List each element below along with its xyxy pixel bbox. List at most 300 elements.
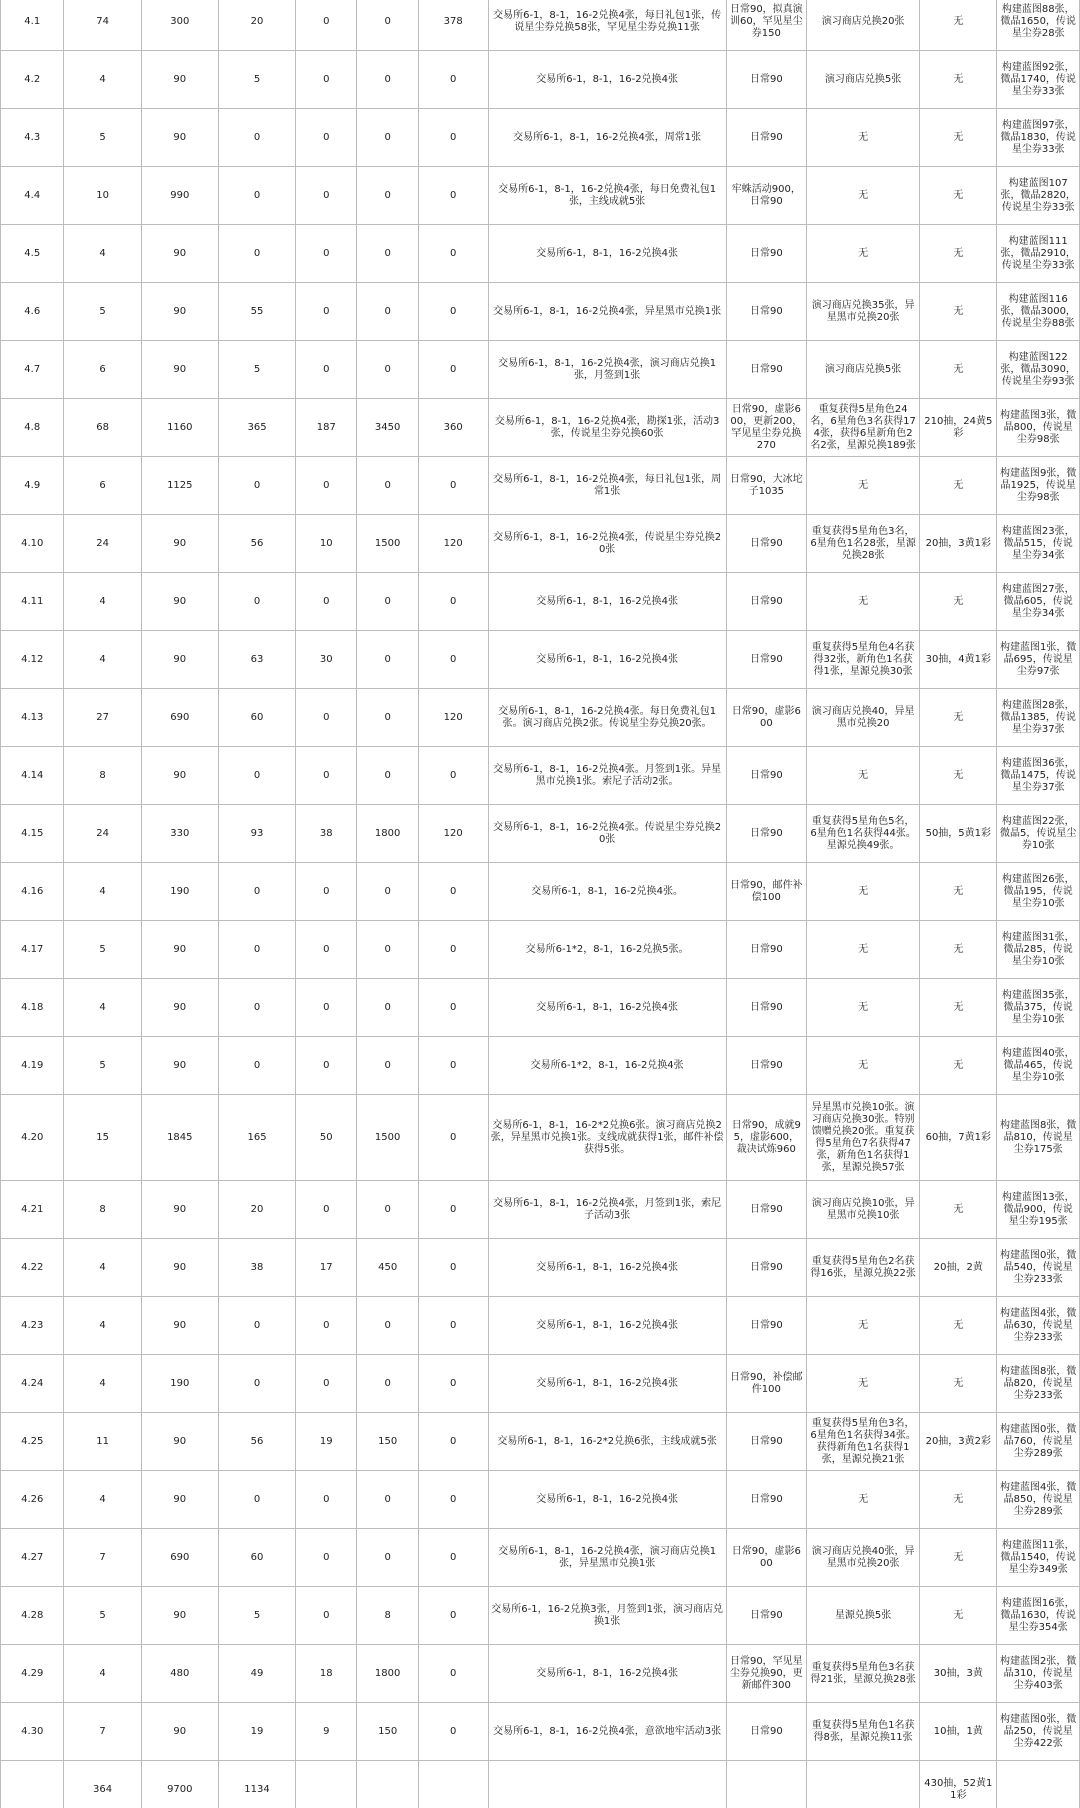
- value-cell-4: 18: [296, 1645, 357, 1703]
- value-cell-4: 0: [296, 1587, 357, 1645]
- stock-cell: 构建蓝图88张，微晶1650，传说星尘券28张: [997, 0, 1080, 51]
- value-cell-5: 0: [357, 167, 418, 225]
- value-cell-4: 17: [296, 1239, 357, 1297]
- value-cell-6: 0: [418, 1239, 488, 1297]
- value-cell-4: 0: [296, 1037, 357, 1095]
- stock-cell: 构建蓝图4张，微晶850，传说星尘券289张: [997, 1471, 1080, 1529]
- value-cell-4: 30: [296, 631, 357, 689]
- table-row: [1, 805, 1080, 863]
- stock-cell: 构建蓝图8张，微晶810，传说星尘券175张: [997, 1095, 1080, 1181]
- value-cell-4: 50: [296, 1095, 357, 1181]
- value-cell-2: 90: [141, 1037, 218, 1095]
- repeat-source-cell: [807, 1761, 920, 1808]
- pull-result-cell: 无: [920, 1587, 997, 1645]
- source-description-cell: 交易所6-1，8-1，16-2兑换4张，演习商店兑换1张，月签到1张: [488, 341, 726, 399]
- value-cell-3: 0: [218, 863, 295, 921]
- source-description-cell: 交易所6-1，8-1，16-2兑换4张。每日免费礼包1张。演习商店兑换2张。传说星尘券兑换20张。: [488, 689, 726, 747]
- extra-source-cell: 日常90: [726, 225, 806, 283]
- value-cell-3: 0: [218, 167, 295, 225]
- value-cell-5: 0: [357, 0, 418, 51]
- value-cell-1: 5: [64, 283, 141, 341]
- value-cell-2: 190: [141, 863, 218, 921]
- repeat-source-cell: 无: [807, 1037, 920, 1095]
- value-cell-3: 5: [218, 1587, 295, 1645]
- stock-cell: 构建蓝图1张，微晶695，传说星尘券97张: [997, 631, 1080, 689]
- value-cell-4: 19: [296, 1413, 357, 1471]
- table-row: [1, 689, 1080, 747]
- table-row: [1, 1703, 1080, 1761]
- repeat-source-cell: 无: [807, 921, 920, 979]
- date-cell: 4.4: [1, 167, 64, 225]
- stock-cell: 构建蓝图31张，微晶285，传说星尘券10张: [997, 921, 1080, 979]
- table-row: [1, 0, 1080, 51]
- date-cell: 4.16: [1, 863, 64, 921]
- value-cell-3: 0: [218, 225, 295, 283]
- date-cell: 4.28: [1, 1587, 64, 1645]
- repeat-source-cell: 重复获得5星角色3名，6星角色1名获得34张。获得新角色1名获得1张，星源兑换21张: [807, 1413, 920, 1471]
- value-cell-4: 0: [296, 109, 357, 167]
- value-cell-6: 0: [418, 225, 488, 283]
- table-row: [1, 109, 1080, 167]
- value-cell-1: 4: [64, 573, 141, 631]
- stock-cell: [997, 1761, 1080, 1808]
- table-row: [1, 1529, 1080, 1587]
- date-cell: 4.12: [1, 631, 64, 689]
- source-description-cell: 交易所6-1，8-1，16-2兑换4张: [488, 1471, 726, 1529]
- value-cell-4: 0: [296, 51, 357, 109]
- pull-result-cell: 20抽，2黄: [920, 1239, 997, 1297]
- value-cell-1: 74: [64, 0, 141, 51]
- value-cell-1: 10: [64, 167, 141, 225]
- pull-result-cell: 无: [920, 457, 997, 515]
- value-cell-5: 0: [357, 689, 418, 747]
- value-cell-1: 6: [64, 341, 141, 399]
- pull-result-cell: 20抽，3黄1彩: [920, 515, 997, 573]
- value-cell-3: 20: [218, 1181, 295, 1239]
- value-cell-3: 93: [218, 805, 295, 863]
- pull-result-cell: 无: [920, 1297, 997, 1355]
- source-description-cell: 交易所6-1，8-1，16-2兑换4张，月签到1张，索尼子活动3张: [488, 1181, 726, 1239]
- table-row: [1, 457, 1080, 515]
- source-description-cell: 交易所6-1，8-1，16-2兑换4张: [488, 979, 726, 1037]
- date-cell: 4.21: [1, 1181, 64, 1239]
- table-row: [1, 515, 1080, 573]
- source-description-cell: 交易所6-1，8-1，16-2兑换4张: [488, 631, 726, 689]
- source-description-cell: 交易所6-1，8-1，16-2兑换4张: [488, 225, 726, 283]
- pull-result-cell: 无: [920, 225, 997, 283]
- extra-source-cell: 日常90: [726, 1471, 806, 1529]
- date-cell: 4.5: [1, 225, 64, 283]
- date-cell: 4.26: [1, 1471, 64, 1529]
- date-cell: 4.6: [1, 283, 64, 341]
- value-cell-3: 0: [218, 979, 295, 1037]
- stock-cell: 构建蓝图8张，微晶820，传说星尘券233张: [997, 1355, 1080, 1413]
- value-cell-1: 24: [64, 515, 141, 573]
- extra-source-cell: 日常90，邮件补偿100: [726, 863, 806, 921]
- date-cell: 4.18: [1, 979, 64, 1037]
- source-description-cell: 交易所6-1，8-1，16-2兑换4张: [488, 1355, 726, 1413]
- value-cell-2: 690: [141, 1529, 218, 1587]
- stock-cell: 构建蓝图36张，微晶1475，传说星尘券37张: [997, 747, 1080, 805]
- pull-result-cell: 无: [920, 283, 997, 341]
- value-cell-2: 990: [141, 167, 218, 225]
- stock-cell: 构建蓝图4张，微晶630，传说星尘券233张: [997, 1297, 1080, 1355]
- pull-result-cell: 无: [920, 863, 997, 921]
- stock-cell: 构建蓝图9张，微晶1925，传说星尘券98张: [997, 457, 1080, 515]
- table-row: [1, 1587, 1080, 1645]
- extra-source-cell: 日常90: [726, 1587, 806, 1645]
- value-cell-4: 0: [296, 1297, 357, 1355]
- value-cell-3: 60: [218, 1529, 295, 1587]
- table-row: [1, 863, 1080, 921]
- value-cell-3: 0: [218, 1355, 295, 1413]
- value-cell-3: 0: [218, 747, 295, 805]
- value-cell-1: 8: [64, 747, 141, 805]
- stock-cell: 构建蓝图16张，微晶1630，传说星尘券354张: [997, 1587, 1080, 1645]
- value-cell-2: 90: [141, 921, 218, 979]
- value-cell-3: 1134: [218, 1761, 295, 1808]
- repeat-source-cell: 演习商店兑换35张，异星黑市兑换20张: [807, 283, 920, 341]
- value-cell-3: 56: [218, 515, 295, 573]
- repeat-source-cell: 重复获得5星角色3名，6星角色1名28张，星源兑换28张: [807, 515, 920, 573]
- repeat-source-cell: 演习商店兑换20张: [807, 0, 920, 51]
- stock-cell: 构建蓝图22张，微晶5，传说星尘券10张: [997, 805, 1080, 863]
- pull-result-cell: 无: [920, 921, 997, 979]
- value-cell-2: 90: [141, 1413, 218, 1471]
- value-cell-5: 0: [357, 457, 418, 515]
- repeat-source-cell: 无: [807, 167, 920, 225]
- value-cell-1: 24: [64, 805, 141, 863]
- value-cell-1: 4: [64, 51, 141, 109]
- value-cell-5: 0: [357, 747, 418, 805]
- totals-row: [1, 1761, 1080, 1808]
- source-description-cell: 交易所6-1，8-1，16-2兑换4张，每日礼包1张，传说星尘券兑换58张，罕见星尘券兑换11张: [488, 0, 726, 51]
- repeat-source-cell: 演习商店兑换5张: [807, 341, 920, 399]
- value-cell-6: 378: [418, 0, 488, 51]
- value-cell-3: 0: [218, 109, 295, 167]
- table-row: [1, 225, 1080, 283]
- date-cell: 4.9: [1, 457, 64, 515]
- pull-result-cell: 无: [920, 1529, 997, 1587]
- value-cell-1: 5: [64, 109, 141, 167]
- stock-cell: 构建蓝图116张，微晶3000，传说星尘券88张: [997, 283, 1080, 341]
- value-cell-5: 0: [357, 863, 418, 921]
- pull-result-cell: 无: [920, 51, 997, 109]
- value-cell-5: 0: [357, 109, 418, 167]
- value-cell-1: 4: [64, 225, 141, 283]
- pull-result-cell: 无: [920, 167, 997, 225]
- value-cell-6: 0: [418, 167, 488, 225]
- extra-source-cell: 日常90: [726, 747, 806, 805]
- source-description-cell: 交易所6-1，8-1，16-2兑换4张: [488, 1645, 726, 1703]
- value-cell-1: 7: [64, 1529, 141, 1587]
- value-cell-6: 0: [418, 573, 488, 631]
- value-cell-2: 300: [141, 0, 218, 51]
- date-cell: 4.1: [1, 0, 64, 51]
- pull-result-cell: 无: [920, 1181, 997, 1239]
- repeat-source-cell: 无: [807, 1355, 920, 1413]
- value-cell-2: 90: [141, 51, 218, 109]
- repeat-source-cell: 重复获得5星角色4名获得32张，新角色1名获得1张，星源兑换30张: [807, 631, 920, 689]
- value-cell-1: 364: [64, 1761, 141, 1808]
- value-cell-2: 90: [141, 631, 218, 689]
- table-row: [1, 167, 1080, 225]
- value-cell-5: 0: [357, 631, 418, 689]
- value-cell-6: 120: [418, 515, 488, 573]
- value-cell-6: 0: [418, 747, 488, 805]
- value-cell-4: 0: [296, 283, 357, 341]
- extra-source-cell: 日常90: [726, 1181, 806, 1239]
- value-cell-2: 90: [141, 225, 218, 283]
- repeat-source-cell: 无: [807, 457, 920, 515]
- value-cell-1: 4: [64, 1239, 141, 1297]
- value-cell-2: 90: [141, 1471, 218, 1529]
- value-cell-1: 27: [64, 689, 141, 747]
- value-cell-5: 0: [357, 1355, 418, 1413]
- value-cell-6: 0: [418, 863, 488, 921]
- date-cell: 4.27: [1, 1529, 64, 1587]
- value-cell-1: 4: [64, 631, 141, 689]
- repeat-source-cell: 重复获得5星角色5名，6星角色1名获得44张。星源兑换49张。: [807, 805, 920, 863]
- table-row: [1, 399, 1080, 457]
- pull-result-cell: 10抽，1黄: [920, 1703, 997, 1761]
- source-description-cell: 交易所6-1*2，8-1，16-2兑换4张: [488, 1037, 726, 1095]
- value-cell-5: 0: [357, 1529, 418, 1587]
- pull-result-cell: 210抽，24黄5彩: [920, 399, 997, 457]
- extra-source-cell: 日常90，虚影600: [726, 1529, 806, 1587]
- value-cell-2: 1845: [141, 1095, 218, 1181]
- date-cell: 4.15: [1, 805, 64, 863]
- extra-source-cell: 日常90: [726, 921, 806, 979]
- repeat-source-cell: 重复获得5星角色24名，6星角色3名获得174张，获得6星新角色2名2张，星源兑换189张: [807, 399, 920, 457]
- value-cell-3: 0: [218, 573, 295, 631]
- value-cell-3: 5: [218, 51, 295, 109]
- value-cell-6: 0: [418, 51, 488, 109]
- repeat-source-cell: 演习商店兑换40，异星黑市兑换20: [807, 689, 920, 747]
- date-cell: 4.7: [1, 341, 64, 399]
- value-cell-6: 120: [418, 689, 488, 747]
- repeat-source-cell: 重复获得5星角色2名获得16张，星源兑换22张: [807, 1239, 920, 1297]
- value-cell-4: 0: [296, 573, 357, 631]
- value-cell-2: 9700: [141, 1761, 218, 1808]
- value-cell-2: 90: [141, 283, 218, 341]
- source-description-cell: 交易所6-1，16-2兑换3张，月签到1张，演习商店兑换1张: [488, 1587, 726, 1645]
- value-cell-3: 0: [218, 921, 295, 979]
- repeat-source-cell: 演习商店兑换10张，异星黑市兑换10张: [807, 1181, 920, 1239]
- value-cell-1: 7: [64, 1703, 141, 1761]
- source-description-cell: 交易所6-1，8-1，16-2兑换4张，每日免费礼包1张，主线成就5张: [488, 167, 726, 225]
- table-row: [1, 1095, 1080, 1181]
- value-cell-4: 187: [296, 399, 357, 457]
- table-row: [1, 979, 1080, 1037]
- stock-cell: 构建蓝图11张，微晶1540，传说星尘券349张: [997, 1529, 1080, 1587]
- extra-source-cell: [726, 1761, 806, 1808]
- source-description-cell: 交易所6-1，8-1，16-2*2兑换6张。演习商店兑换2张，异星黑市兑换1张。支线成就获得1张，邮件补偿获得5张。: [488, 1095, 726, 1181]
- value-cell-4: 0: [296, 921, 357, 979]
- stock-cell: 构建蓝图28张，微晶1385，传说星尘券37张: [997, 689, 1080, 747]
- source-description-cell: 交易所6-1，8-1，16-2兑换4张: [488, 1297, 726, 1355]
- value-cell-1: 5: [64, 1037, 141, 1095]
- value-cell-1: 4: [64, 1471, 141, 1529]
- value-cell-5: 3450: [357, 399, 418, 457]
- value-cell-5: [357, 1761, 418, 1808]
- table-row: [1, 1355, 1080, 1413]
- value-cell-3: 165: [218, 1095, 295, 1181]
- value-cell-4: 0: [296, 225, 357, 283]
- extra-source-cell: 日常90，成就95，虚影600，裁决试炼960: [726, 1095, 806, 1181]
- table-row: [1, 1645, 1080, 1703]
- value-cell-2: 690: [141, 689, 218, 747]
- value-cell-6: 120: [418, 805, 488, 863]
- source-description-cell: 交易所6-1，8-1，16-2兑换4张。: [488, 863, 726, 921]
- value-cell-4: 0: [296, 1181, 357, 1239]
- extra-source-cell: 日常90，大冰坨子1035: [726, 457, 806, 515]
- source-description-cell: 交易所6-1，8-1，16-2兑换4张。传说星尘券兑换20张: [488, 805, 726, 863]
- value-cell-1: 68: [64, 399, 141, 457]
- value-cell-6: 0: [418, 1587, 488, 1645]
- date-cell: 4.13: [1, 689, 64, 747]
- value-cell-1: 4: [64, 979, 141, 1037]
- value-cell-3: 56: [218, 1413, 295, 1471]
- repeat-source-cell: 星源兑换5张: [807, 1587, 920, 1645]
- value-cell-4: 0: [296, 1355, 357, 1413]
- pull-result-cell: 430抽，52黄11彩: [920, 1761, 997, 1808]
- table-row: [1, 341, 1080, 399]
- value-cell-6: 0: [418, 1529, 488, 1587]
- value-cell-5: 1500: [357, 1095, 418, 1181]
- table-row: [1, 1471, 1080, 1529]
- value-cell-6: 0: [418, 341, 488, 399]
- date-cell: 4.11: [1, 573, 64, 631]
- value-cell-4: 0: [296, 167, 357, 225]
- value-cell-2: 90: [141, 341, 218, 399]
- value-cell-1: 5: [64, 1587, 141, 1645]
- pull-result-cell: 30抽，4黄1彩: [920, 631, 997, 689]
- table-row: [1, 283, 1080, 341]
- value-cell-5: 1800: [357, 1645, 418, 1703]
- table-row: [1, 631, 1080, 689]
- stock-cell: 构建蓝图0张，微晶760，传说星尘券289张: [997, 1413, 1080, 1471]
- extra-source-cell: 日常90: [726, 1297, 806, 1355]
- value-cell-1: 4: [64, 1645, 141, 1703]
- source-description-cell: 交易所6-1，8-1，16-2兑换4张，异星黑市兑换1张: [488, 283, 726, 341]
- value-cell-4: 38: [296, 805, 357, 863]
- extra-source-cell: 日常90: [726, 515, 806, 573]
- value-cell-1: 6: [64, 457, 141, 515]
- extra-source-cell: 日常90: [726, 979, 806, 1037]
- extra-source-cell: 日常90: [726, 1413, 806, 1471]
- date-cell: 4.8: [1, 399, 64, 457]
- value-cell-2: 90: [141, 1297, 218, 1355]
- extra-source-cell: 日常90: [726, 283, 806, 341]
- value-cell-6: 0: [418, 1471, 488, 1529]
- value-cell-1: 4: [64, 1297, 141, 1355]
- date-cell: 4.23: [1, 1297, 64, 1355]
- pull-result-cell: 无: [920, 573, 997, 631]
- stock-cell: 构建蓝图92张，微晶1740，传说星尘券33张: [997, 51, 1080, 109]
- extra-source-cell: 日常90，虚影600: [726, 689, 806, 747]
- pull-result-cell: 30抽，3黄: [920, 1645, 997, 1703]
- value-cell-5: 0: [357, 341, 418, 399]
- value-cell-5: 1500: [357, 515, 418, 573]
- extra-source-cell: 牢蛛活动900，日常90: [726, 167, 806, 225]
- value-cell-5: 150: [357, 1703, 418, 1761]
- value-cell-5: 0: [357, 1181, 418, 1239]
- date-cell: 4.17: [1, 921, 64, 979]
- stock-cell: 构建蓝图107张，微晶2820，传说星尘券33张: [997, 167, 1080, 225]
- value-cell-6: 0: [418, 1297, 488, 1355]
- source-description-cell: [488, 1761, 726, 1808]
- pull-result-cell: 无: [920, 979, 997, 1037]
- date-cell: 4.3: [1, 109, 64, 167]
- value-cell-4: 0: [296, 0, 357, 51]
- value-cell-5: 0: [357, 51, 418, 109]
- value-cell-6: 0: [418, 979, 488, 1037]
- value-cell-6: 360: [418, 399, 488, 457]
- stock-cell: 构建蓝图27张，微晶605，传说星尘券34张: [997, 573, 1080, 631]
- value-cell-6: 0: [418, 921, 488, 979]
- value-cell-3: 49: [218, 1645, 295, 1703]
- value-cell-3: 0: [218, 1297, 295, 1355]
- value-cell-2: 330: [141, 805, 218, 863]
- value-cell-5: 0: [357, 1297, 418, 1355]
- extra-source-cell: 日常90，补偿邮件100: [726, 1355, 806, 1413]
- value-cell-1: 5: [64, 921, 141, 979]
- value-cell-4: [296, 1761, 357, 1808]
- extra-source-cell: 日常90: [726, 805, 806, 863]
- value-cell-4: 0: [296, 1471, 357, 1529]
- date-cell: 4.14: [1, 747, 64, 805]
- value-cell-2: 90: [141, 515, 218, 573]
- value-cell-4: 10: [296, 515, 357, 573]
- source-description-cell: 交易所6-1，8-1，16-2兑换4张。月签到1张。异星黑市兑换1张。索尼子活动2张。: [488, 747, 726, 805]
- value-cell-3: 38: [218, 1239, 295, 1297]
- pull-result-cell: 无: [920, 109, 997, 167]
- value-cell-3: 365: [218, 399, 295, 457]
- pull-result-cell: 无: [920, 747, 997, 805]
- value-cell-2: 90: [141, 979, 218, 1037]
- stock-cell: 构建蓝图2张，微晶310，传说星尘券403张: [997, 1645, 1080, 1703]
- source-description-cell: 交易所6-1，8-1，16-2兑换4张，周常1张: [488, 109, 726, 167]
- table-body: [1, 0, 1080, 1808]
- value-cell-1: 8: [64, 1181, 141, 1239]
- value-cell-1: 11: [64, 1413, 141, 1471]
- repeat-source-cell: 异星黑市兑换10张。演习商店兑换30张。特别馈赠兑换20张。重复获得5星角色7名获得47张，新角色1名获得1张，星源兑换57张: [807, 1095, 920, 1181]
- value-cell-5: 0: [357, 573, 418, 631]
- repeat-source-cell: 重复获得5星角色1名获得8张，星源兑换11张: [807, 1703, 920, 1761]
- table-row: [1, 51, 1080, 109]
- source-description-cell: 交易所6-1，8-1，16-2兑换4张，演习商店兑换1张，异星黑市兑换1张: [488, 1529, 726, 1587]
- stock-cell: 构建蓝图97张，微晶1830，传说星尘券33张: [997, 109, 1080, 167]
- repeat-source-cell: 演习商店兑换40张，异星黑市兑换20张: [807, 1529, 920, 1587]
- value-cell-5: 150: [357, 1413, 418, 1471]
- value-cell-4: 0: [296, 457, 357, 515]
- value-cell-6: 0: [418, 1037, 488, 1095]
- value-cell-4: 9: [296, 1703, 357, 1761]
- source-description-cell: 交易所6-1，8-1，16-2兑换4张，每日礼包1张，周常1张: [488, 457, 726, 515]
- value-cell-3: 0: [218, 1037, 295, 1095]
- extra-source-cell: 日常90: [726, 1239, 806, 1297]
- source-description-cell: 交易所6-1，8-1，16-2兑换4张: [488, 1239, 726, 1297]
- repeat-source-cell: 无: [807, 979, 920, 1037]
- pull-result-cell: 60抽，7黄1彩: [920, 1095, 997, 1181]
- table-row: [1, 1297, 1080, 1355]
- value-cell-4: 0: [296, 1529, 357, 1587]
- extra-source-cell: 日常90，拟真演训60，罕见星尘券150: [726, 0, 806, 51]
- value-cell-3: 0: [218, 1471, 295, 1529]
- date-cell: 4.20: [1, 1095, 64, 1181]
- date-cell: 4.25: [1, 1413, 64, 1471]
